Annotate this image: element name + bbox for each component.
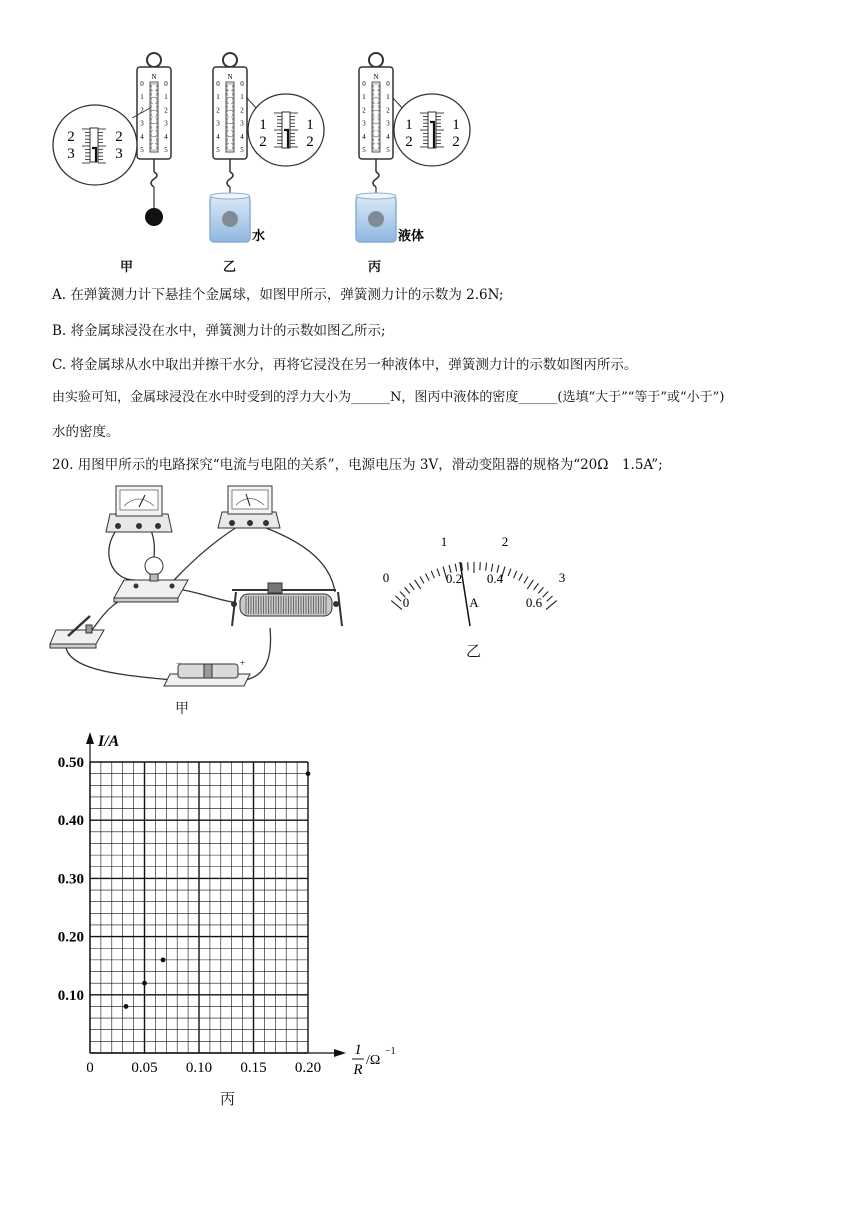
- spring-scale-figure: [0, 0, 860, 280]
- meter-tick-label: 4: [362, 132, 366, 141]
- ammeter-device: [106, 486, 172, 532]
- zoom-label-2-right: 2: [452, 134, 460, 150]
- zoom-label-3-right: 3: [115, 146, 123, 162]
- meter-tick-label: 5: [386, 146, 390, 154]
- meter-tick-label: 1: [216, 93, 220, 102]
- zoom-label-1-right: 1: [452, 117, 460, 133]
- question-text: 由实验可知，金属球浸没在水中时受到的浮力大小为______N，图丙中液体的密度______(选填“大于”“等于”或“小于”): [52, 390, 725, 405]
- x-tick-label: 0.10: [185, 1060, 213, 1076]
- label-liquid: 液体: [398, 228, 425, 243]
- battery-plus: +: [240, 658, 246, 668]
- meter-tick-label: 5: [240, 146, 244, 154]
- data-point: [142, 981, 147, 986]
- meter-tick-label: 1: [164, 93, 168, 102]
- meter-tick-label: 3: [164, 119, 168, 128]
- meter-tick-label: 0: [240, 80, 244, 88]
- meter-tick-label: 2: [216, 106, 220, 115]
- circuit-figure: [0, 480, 860, 720]
- zoom-label-3-left: 3: [67, 146, 75, 162]
- meter-unit: N: [151, 73, 157, 81]
- question-20-text: 20. 用图甲所示的电路探究“电流与电阻的关系”，电源电压为 3V，滑动变阻器的规格为“20Ω 1.5A”;: [52, 457, 663, 473]
- dial-top-label-0: 0: [382, 570, 390, 585]
- circuit-caption: 甲: [175, 701, 189, 717]
- caption-jia: 甲: [120, 260, 134, 275]
- meter-tick-label: 2: [386, 106, 390, 115]
- label-water: 水: [252, 228, 266, 243]
- x-tick-label: 0.05: [131, 1060, 158, 1076]
- meter-tick-label: 4: [164, 132, 168, 141]
- caption-bing: 丙: [368, 260, 382, 275]
- meter-tick-label: 0: [216, 80, 220, 88]
- dial-top-label-2: 2: [501, 534, 509, 549]
- x-tick-label: 0.20: [294, 1060, 322, 1076]
- metal-ball: [222, 211, 238, 227]
- dial-bottom-label-02: 0.2: [445, 571, 463, 586]
- zoom-label-2-right: 2: [115, 129, 123, 145]
- meter-tick-label: 0: [362, 80, 366, 88]
- switch: [50, 616, 104, 648]
- zoom-label-1-left: 1: [405, 117, 413, 133]
- voltmeter-device: [218, 486, 280, 528]
- meter-tick-label: 3: [140, 119, 144, 128]
- zoom-label-2-left: 2: [405, 134, 413, 150]
- meter-unit: N: [373, 73, 379, 81]
- dial-unit: A: [469, 595, 479, 610]
- caption-yi: 乙: [223, 260, 237, 275]
- step-b-text: B. 将金属球浸没在水中，弹簧测力计的示数如图乙所示;: [52, 323, 386, 339]
- y-tick-labels: [58, 755, 84, 1004]
- dial-needle: [460, 562, 470, 626]
- y-tick-label: 0.40: [57, 813, 84, 830]
- meter-tick-label: 1: [240, 93, 244, 102]
- spring-scale-jia: [53, 53, 171, 226]
- meter-tick-label: 5: [140, 146, 144, 154]
- x-tick-label: 0: [86, 1060, 94, 1076]
- step-c-text: C. 将金属球从水中取出并擦干水分，再将它浸没在另一种液体中，弹簧测力计的示数如图丙所示。: [52, 357, 638, 373]
- zoom-scale-jia: [90, 128, 98, 162]
- meter-unit: N: [227, 73, 233, 81]
- x-tick-labels: [86, 1060, 321, 1076]
- meter-tick-label: 4: [240, 132, 244, 141]
- meter-tick-label: 5: [216, 146, 220, 154]
- meter-tick-label: 2: [164, 106, 168, 115]
- meter-tick-label: 5: [164, 146, 168, 154]
- data-point: [306, 771, 311, 776]
- y-axis-label: I/A: [98, 733, 120, 750]
- meter-tick-label: 2: [240, 106, 244, 115]
- y-tick-label: 0.50: [57, 755, 84, 771]
- meter-tick-label: 0: [164, 80, 168, 88]
- meter-tick-label: 5: [362, 146, 366, 154]
- question-text-cont: 水的密度。: [52, 424, 120, 440]
- battery-minus: −: [176, 658, 182, 668]
- spring-scale-yi: [210, 53, 324, 243]
- meter-tick-label: 3: [216, 119, 220, 128]
- meter-tick-label: 4: [386, 132, 390, 141]
- x-axis-label-unit: /Ω: [366, 1053, 381, 1068]
- zoom-label-2-right: 2: [306, 134, 314, 150]
- lamp-board: [114, 557, 188, 602]
- rheostat: [231, 583, 342, 626]
- zoom-label-1-right: 1: [306, 117, 314, 133]
- x-axis-label-denominator: R: [353, 1062, 363, 1078]
- chart-caption: 丙: [220, 1090, 236, 1108]
- x-axis-label-exponent: −1: [385, 1046, 396, 1057]
- dial-top-label-3: 3: [558, 570, 566, 585]
- meter-tick-label: 3: [362, 119, 366, 128]
- x-axis-arrow: [334, 1049, 346, 1057]
- x-axis-label-numerator: 1: [354, 1042, 362, 1058]
- ammeter-dial: [383, 534, 566, 626]
- meter-tick-label: 0: [140, 80, 144, 88]
- spring-scale-bing: [356, 53, 470, 243]
- x-tick-label: 0.15: [240, 1060, 267, 1076]
- meter-tick-label: 2: [140, 106, 144, 115]
- meter-tick-label: 1: [362, 93, 366, 102]
- meter-tick-label: 3: [386, 119, 390, 128]
- dial-top-label-1: 1: [440, 534, 448, 549]
- data-point: [161, 957, 166, 962]
- zoom-label-2-left: 2: [67, 129, 75, 145]
- metal-ball: [145, 208, 163, 226]
- y-tick-label: 0.20: [57, 929, 84, 946]
- y-tick-label: 0.10: [57, 987, 84, 1004]
- ammeter-caption: 乙: [466, 642, 482, 660]
- meter-tick-label: 4: [140, 132, 144, 141]
- meter-tick-label: 4: [216, 132, 220, 141]
- meter-tick-label: 0: [386, 80, 390, 88]
- meter-tick-label: 2: [362, 106, 366, 115]
- step-a-text: A. 在弹簧测力计下悬挂个金属球，如图甲所示，弹簧测力计的示数为 2.6N;: [52, 287, 504, 303]
- battery: [164, 658, 250, 686]
- dial-bottom-label-0: 0: [402, 595, 410, 610]
- zoom-scale-yi: [282, 112, 290, 148]
- meter-tick-label: 3: [240, 119, 244, 128]
- meter-tick-label: 1: [386, 93, 390, 102]
- data-point: [124, 1004, 129, 1009]
- meter-tick-label: 1: [140, 93, 144, 102]
- y-tick-label: 0.30: [57, 871, 84, 888]
- metal-ball: [368, 211, 384, 227]
- dial-bottom-label-06: 0.6: [525, 595, 543, 610]
- dial-bottom-label-04: 0.4: [486, 571, 504, 586]
- zoom-label-1-left: 1: [259, 117, 267, 133]
- zoom-label-2-left: 2: [259, 134, 267, 150]
- zoom-scale-bing: [428, 112, 436, 148]
- current-vs-inverse-resistance-chart: [0, 720, 860, 1120]
- y-axis-arrow: [86, 732, 94, 744]
